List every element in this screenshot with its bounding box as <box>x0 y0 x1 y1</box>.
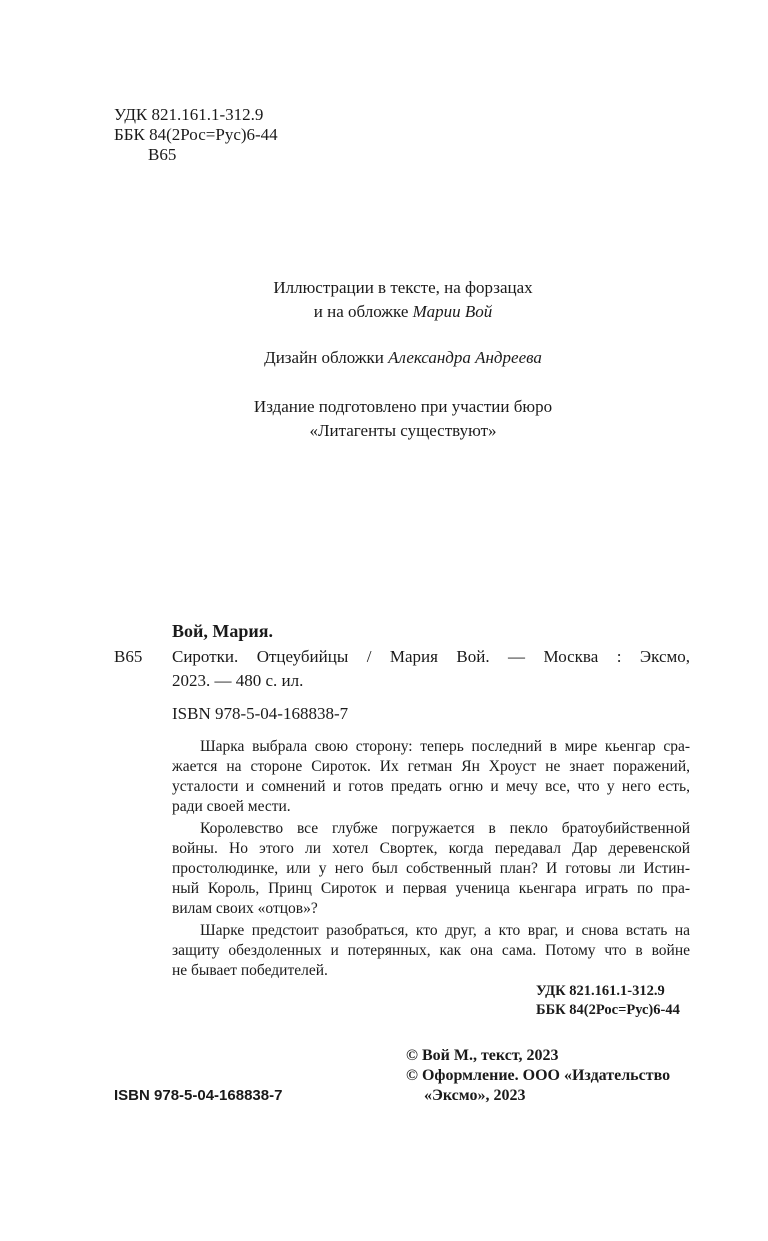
annotation-line: вилам своих «отцов»? <box>172 900 318 917</box>
annotation-line: простолюдинке, или у него был собственный план? И готовы ли Истин- <box>172 860 690 877</box>
biblio-author: Вой, Мария. <box>172 621 273 641</box>
annotation-line: усталости и сомнений и готов предать огню и мечу все, что у него есть, <box>172 778 690 795</box>
illustrations-credit-prefix: и на обложке <box>313 302 413 321</box>
cover-design-prefix: Дизайн обложки <box>264 348 389 367</box>
annotation-line: защиту обездоленных и потерянных, как она сама. Потому что в войне <box>172 942 690 959</box>
annotation-line: ради своей мести. <box>172 798 291 815</box>
annotation-line: ный Король, Принц Сироток и первая ученица кьенгара играть по пра- <box>172 880 690 897</box>
udk-code-bottom: УДК 821.161.1-312.9 <box>536 983 665 999</box>
copyright-publisher: «Эксмо», 2023 <box>424 1087 526 1104</box>
annotation-line: Королевство все глубже погружается в пекло братоубийственной <box>200 820 690 837</box>
udk-code-top: УДК 821.161.1-312.9 <box>114 105 264 124</box>
cover-designer-name: Александра Андреева <box>388 348 542 367</box>
annotation-line: жается на стороне Сироток. Их гетман Ян Хроуст не знает поражений, <box>172 758 690 775</box>
bbk-code-top: ББК 84(2Рос=Рус)6-44 <box>114 125 278 144</box>
bbk-code-bottom: ББК 84(2Рос=Рус)6-44 <box>536 1002 680 1018</box>
copyright-design: © Оформление. ООО «Издательство <box>406 1067 671 1084</box>
biblio-author-sign: В65 <box>114 647 143 666</box>
biblio-title-line2: 2023. — 480 с. ил. <box>172 671 304 690</box>
bureau-credit-line1: Издание подготовлено при участии бюро <box>253 397 553 416</box>
illustrator-name: Марии Вой <box>412 302 493 321</box>
annotation-line: войны. Но этого ли хотел Свортек, когда передавал Дар деревенской <box>172 840 690 857</box>
annotation-line: Шарке предстоит разобраться, кто друг, а кто враг, и снова встать на <box>200 922 690 939</box>
bureau-credit-line2: «Литагенты существуют» <box>309 421 497 440</box>
author-sign-top: В65 <box>148 145 177 164</box>
biblio-isbn: ISBN 978-5-04-168838-7 <box>172 704 349 723</box>
annotation-line: не бывает победителей. <box>172 962 328 979</box>
copyright-text: © Вой М., текст, 2023 <box>406 1047 559 1064</box>
illustrations-credit-line1: Иллюстрации в тексте, на форзацах <box>273 278 533 297</box>
annotation-line: Шарка выбрала свою сторону: теперь последний в мире кьенгар сра- <box>200 738 690 755</box>
biblio-title-line1: Сиротки. Отцеубийцы / Мария Вой. — Москва : Эксмо, <box>172 647 690 666</box>
isbn-bottom: ISBN 978-5-04-168838-7 <box>114 1087 283 1104</box>
